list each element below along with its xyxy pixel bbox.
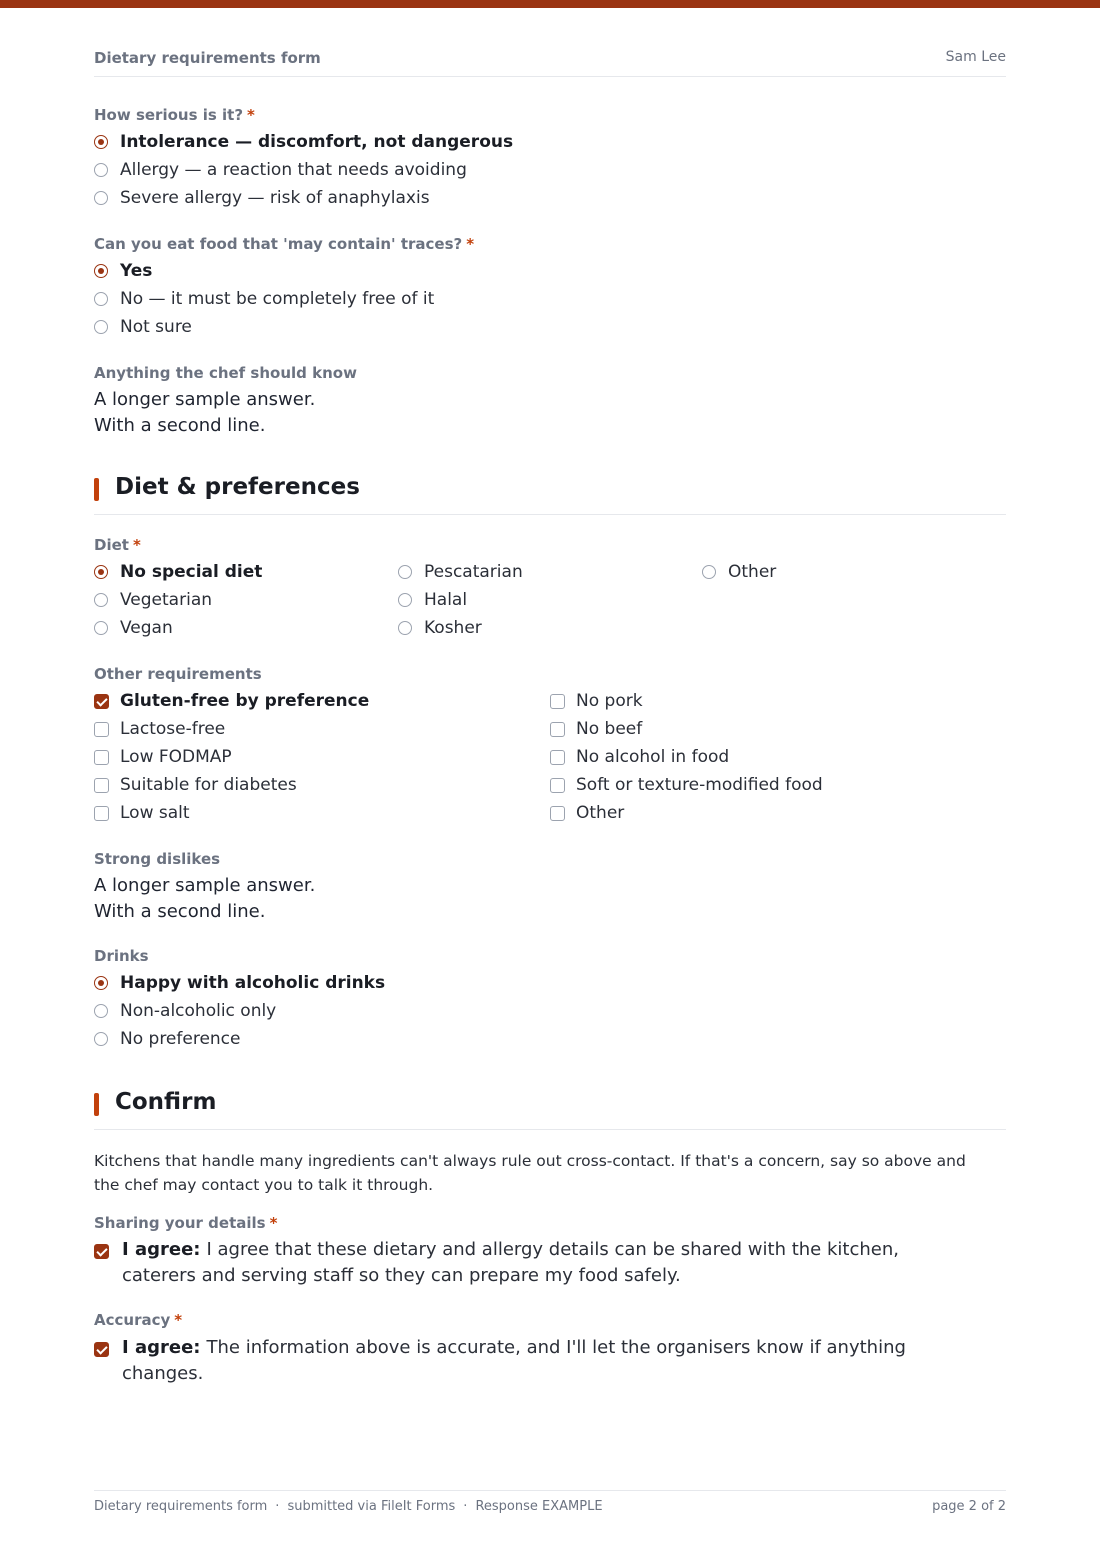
answer-line: A longer sample answer.	[94, 389, 316, 410]
section-title: Confirm	[115, 1089, 217, 1115]
agree-label: I agree:	[122, 1337, 201, 1358]
radio-icon[interactable]	[94, 292, 108, 306]
checkbox-icon[interactable]	[550, 694, 565, 709]
checkbox-icon[interactable]	[550, 806, 565, 821]
footer-form-name: Dietary requirements form	[94, 1499, 268, 1514]
required-marker: *	[466, 235, 475, 253]
other-requirements-label: Other requirements	[94, 665, 262, 683]
section-header-diet	[94, 474, 1006, 515]
drinks-question-label: Drinks	[94, 947, 149, 965]
section-accent-bar	[94, 478, 99, 501]
chef-notes-answer	[94, 387, 315, 439]
sharing-question-label: Sharing your details *	[94, 1214, 278, 1232]
severity-question-label: How serious is it? *	[94, 106, 255, 124]
top-accent-bar	[0, 0, 1100, 8]
answer-line: With a second line.	[94, 901, 266, 922]
radio-selected-icon[interactable]	[94, 264, 108, 278]
traces-question-label: Can you eat food that 'may contain' traces? *	[94, 235, 475, 253]
required-marker: *	[132, 536, 141, 554]
checkbox-icon[interactable]	[94, 722, 109, 737]
checkbox-checked-icon[interactable]	[94, 1244, 109, 1259]
checkbox-icon[interactable]	[550, 778, 565, 793]
radio-icon[interactable]	[398, 565, 412, 579]
diet-question-label: Diet *	[94, 536, 141, 554]
radio-icon[interactable]	[94, 621, 108, 635]
section-header-confirm	[94, 1089, 1006, 1130]
required-marker: *	[269, 1214, 278, 1232]
radio-selected-icon[interactable]	[94, 565, 108, 579]
radio-icon[interactable]	[702, 565, 716, 579]
footer-meta	[94, 1499, 603, 1514]
accuracy-question-label: Accuracy *	[94, 1311, 183, 1329]
radio-icon[interactable]	[398, 621, 412, 635]
accuracy-consent[interactable]	[94, 1335, 974, 1387]
dislikes-label: Strong dislikes	[94, 850, 221, 868]
checkbox-icon[interactable]	[94, 778, 109, 793]
page-header	[94, 48, 1006, 77]
accuracy-consent-text: I agree: The information above is accurate, and I'll let the organisers know if anything changes.	[122, 1337, 906, 1384]
checkbox-icon[interactable]	[550, 722, 565, 737]
section-accent-bar	[94, 1093, 99, 1116]
radio-icon[interactable]	[94, 1032, 108, 1046]
required-marker: *	[174, 1311, 183, 1329]
sharing-consent[interactable]	[94, 1237, 974, 1289]
dislikes-answer	[94, 873, 315, 925]
page-footer	[94, 1490, 1006, 1514]
radio-icon[interactable]	[94, 320, 108, 334]
answer-line: A longer sample answer.	[94, 875, 316, 896]
radio-icon[interactable]	[398, 593, 412, 607]
confirm-intro-text: Kitchens that handle many ingredients can't always rule out cross-contact. If that's a concern, say so above and the chef may contact you to talk it through.	[94, 1152, 966, 1194]
required-marker: *	[247, 106, 255, 124]
form-title: Dietary requirements form	[94, 49, 321, 67]
radio-icon[interactable]	[94, 593, 108, 607]
checkbox-checked-icon[interactable]	[94, 694, 109, 709]
footer-separator: ·	[275, 1499, 280, 1514]
radio-icon[interactable]	[94, 163, 108, 177]
agree-label: I agree:	[122, 1239, 201, 1260]
radio-icon[interactable]	[94, 1004, 108, 1018]
checkbox-checked-icon[interactable]	[94, 1342, 109, 1357]
checkbox-icon[interactable]	[94, 806, 109, 821]
checkbox-icon[interactable]	[550, 750, 565, 765]
footer-response: Response EXAMPLE	[475, 1499, 603, 1514]
chef-notes-label: Anything the chef should know	[94, 364, 357, 382]
radio-selected-icon[interactable]	[94, 135, 108, 149]
answer-line: With a second line.	[94, 415, 266, 436]
section-title: Diet & preferences	[115, 474, 360, 500]
checkbox-icon[interactable]	[94, 750, 109, 765]
radio-icon[interactable]	[94, 191, 108, 205]
page-number: page 2 of 2	[932, 1499, 1006, 1514]
sharing-consent-text: I agree: I agree that these dietary and allergy details can be shared with the kitchen, caterers and serving staff so they can prepare my food safely.	[122, 1239, 899, 1286]
footer-separator: ·	[463, 1499, 468, 1514]
respondent-name: Sam Lee	[945, 49, 1006, 65]
footer-via: submitted via FileIt Forms	[287, 1499, 456, 1514]
radio-selected-icon[interactable]	[94, 976, 108, 990]
